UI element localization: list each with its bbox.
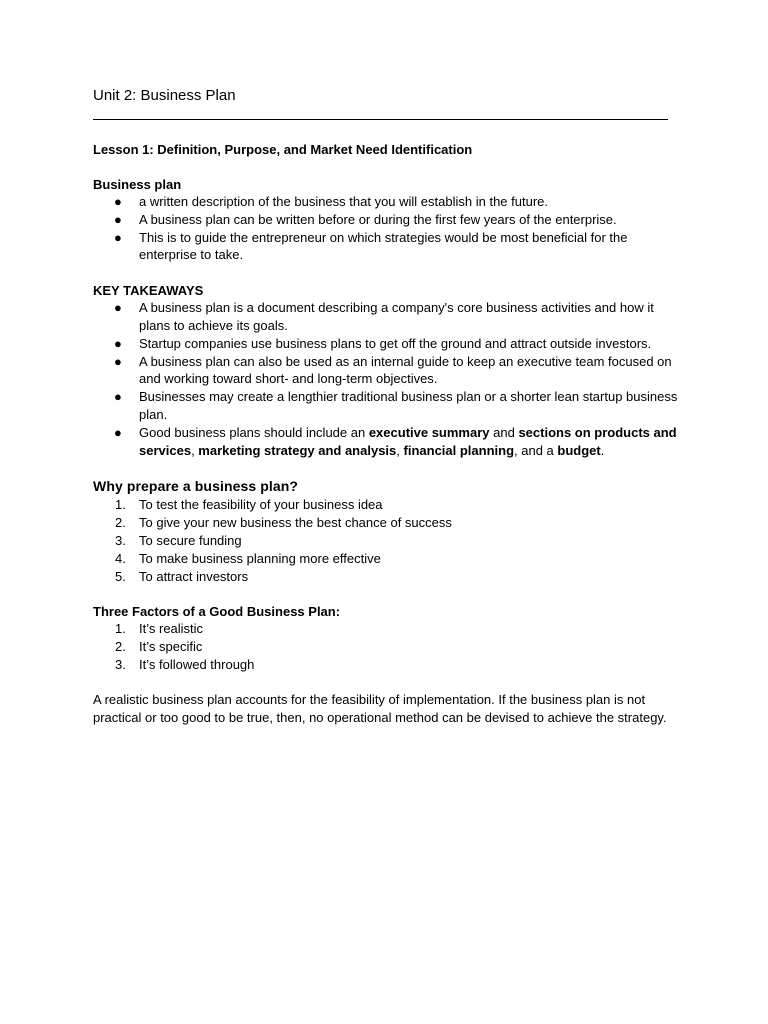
list-item: 4. To make business planning more effective	[115, 550, 381, 566]
list-number: 1.	[115, 621, 126, 637]
key-takeaways-list	[93, 299, 683, 459]
list-item: ● Businesses may create a lengthier traditional business plan or a shorter lean startup business plan.	[114, 389, 678, 422]
list-item: ● a written description of the business that you will establish in the future.	[114, 194, 548, 209]
bullet-icon: ●	[114, 335, 122, 351]
list-number: 1.	[115, 497, 126, 513]
document-page	[93, 86, 683, 726]
list-item: 3. To secure funding	[115, 532, 242, 548]
bold-term: budget	[557, 442, 601, 458]
bullet-icon: ●	[114, 300, 122, 316]
list-item: 3. It’s followed through	[115, 656, 255, 672]
list-item: ● Startup companies use business plans to get off the ground and attract outside investors.	[114, 335, 652, 351]
lesson-title: Lesson 1: Definition, Purpose, and Market Need Identification	[93, 142, 473, 157]
bullet-icon: ●	[114, 389, 122, 405]
why-list	[93, 496, 683, 585]
list-item: 1. To test the feasibility of your business idea	[115, 497, 383, 513]
list-item: ● Good business plans should include an executive summary and sections on products and services, marketing strategy and analysis, financial planning, and a budget.	[114, 424, 677, 458]
list-number: 5.	[115, 568, 126, 584]
bullet-icon: ●	[114, 424, 122, 440]
list-number: 3.	[115, 532, 126, 548]
list-number: 2.	[115, 515, 126, 531]
list-number: 2.	[115, 639, 126, 655]
list-item: ● A business plan can also be used as an internal guide to keep an executive team focused on and working toward short- and long-term objectives.	[114, 353, 672, 387]
list-item: 2. To give your new business the best chance of success	[115, 515, 452, 531]
why-heading: Why prepare a business plan?	[93, 478, 299, 495]
key-takeaways-heading: KEY TAKEAWAYS	[93, 283, 204, 299]
bold-term: sections on products and services	[139, 424, 677, 458]
list-item: 5. To attract investors	[115, 568, 249, 584]
list-item: ● A business plan can be written before or during the first few years of the enterprise.	[114, 211, 617, 227]
factors-heading: Three Factors of a Good Business Plan:	[93, 604, 341, 620]
business-plan-heading: Business plan	[93, 177, 182, 192]
unit-title: Unit 2: Business Plan	[93, 87, 236, 104]
bullet-icon: ●	[114, 211, 122, 227]
realistic-paragraph: A realistic business plan accounts for the feasibility of implementation. If the business plan is not practical or too good to be true, then, no operational method can be devised to achieve the strategy.	[93, 691, 667, 725]
bullet-icon: ●	[114, 229, 122, 245]
bullet-icon: ●	[114, 194, 122, 209]
bold-term: marketing strategy and analysis	[198, 442, 397, 458]
list-item: ● This is to guide the entrepreneur on which strategies would be most beneficial for the enterprise to take.	[114, 229, 628, 263]
bullet-icon: ●	[114, 353, 122, 369]
factors-list	[93, 620, 683, 673]
list-number: 3.	[115, 656, 126, 672]
title-underline	[93, 119, 668, 120]
list-item: ● A business plan is a document describing a company's core business activities and how it plans to achieve its goals.	[114, 300, 654, 333]
list-item: 2. It’s specific	[115, 639, 203, 655]
list-item: 1. It’s realistic	[115, 621, 204, 637]
bold-term: executive summary	[368, 424, 490, 440]
bold-term: financial planning	[403, 442, 515, 458]
list-number: 4.	[115, 550, 126, 566]
business-plan-list	[93, 193, 683, 264]
